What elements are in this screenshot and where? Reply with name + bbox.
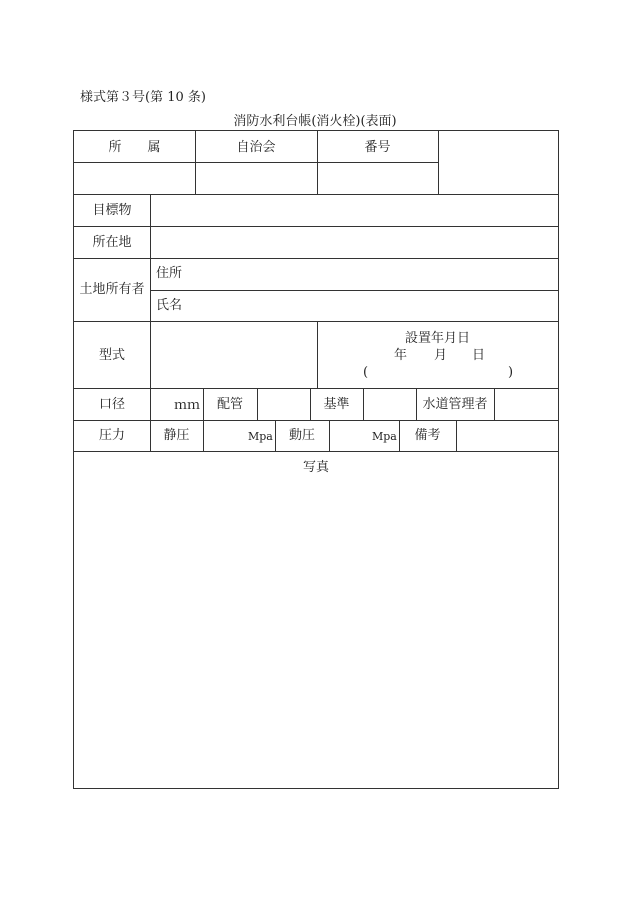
standard-label: 基準 — [323, 397, 350, 412]
jichikai-label: 自治会 — [236, 140, 276, 155]
water-manager-input[interactable] — [494, 388, 558, 420]
water-manager-label: 水道管理者 — [422, 397, 488, 412]
install-month-label: 月 — [434, 348, 448, 363]
diameter-unit: ｍｍ — [174, 398, 201, 413]
diameter-label: 口径 — [98, 397, 125, 412]
col-line — [329, 420, 330, 451]
piping-input[interactable] — [257, 388, 310, 420]
remarks-input[interactable] — [456, 420, 558, 451]
corner-blank-cell[interactable] — [438, 131, 558, 194]
landowner-name-input[interactable] — [186, 290, 558, 321]
form-title: 消防水利台帳(消火栓)(表面) — [233, 114, 397, 129]
landowner-address-label: 住所 — [156, 266, 183, 281]
pressure-label: 圧力 — [98, 428, 125, 443]
bango-label: 番号 — [364, 140, 391, 155]
type-input[interactable] — [150, 321, 317, 388]
ledger-form-table — [73, 130, 559, 789]
install-day-label: 日 — [472, 348, 486, 363]
mokuhyobutsu-label: 目標物 — [92, 203, 132, 218]
row-line — [74, 388, 558, 389]
piping-label: 配管 — [216, 397, 243, 412]
remarks-label: 備考 — [414, 428, 441, 443]
shozaichi-label: 所在地 — [92, 235, 132, 250]
paren-close: ) — [508, 365, 514, 380]
affiliation-input[interactable] — [74, 162, 195, 194]
row-line — [74, 451, 558, 452]
install-year-label: 年 — [394, 348, 408, 363]
landowner-address-input[interactable] — [186, 258, 558, 290]
dynamic-pressure-unit: Mpa — [372, 430, 397, 443]
photo-area[interactable] — [74, 481, 558, 786]
shozaichi-input[interactable] — [150, 226, 558, 258]
bango-input[interactable] — [317, 162, 438, 194]
static-pressure-unit: Mpa — [248, 430, 273, 443]
affiliation-label: 所 属 — [108, 140, 161, 155]
jichikai-input[interactable] — [195, 162, 317, 194]
photo-label: 写真 — [302, 460, 329, 475]
paren-open: ( — [363, 365, 369, 380]
standard-input[interactable] — [363, 388, 416, 420]
landowner-label: 土地所有者 — [79, 282, 145, 297]
form-number: 様式第３号(第 10 条) — [80, 90, 206, 105]
mokuhyobutsu-input[interactable] — [150, 194, 558, 226]
install-date-label: 設置年月日 — [404, 331, 470, 346]
dynamic-pressure-label: 動圧 — [288, 428, 315, 443]
landowner-name-label: 氏名 — [156, 298, 183, 313]
type-label: 型式 — [98, 348, 125, 363]
static-pressure-label: 静圧 — [163, 428, 190, 443]
